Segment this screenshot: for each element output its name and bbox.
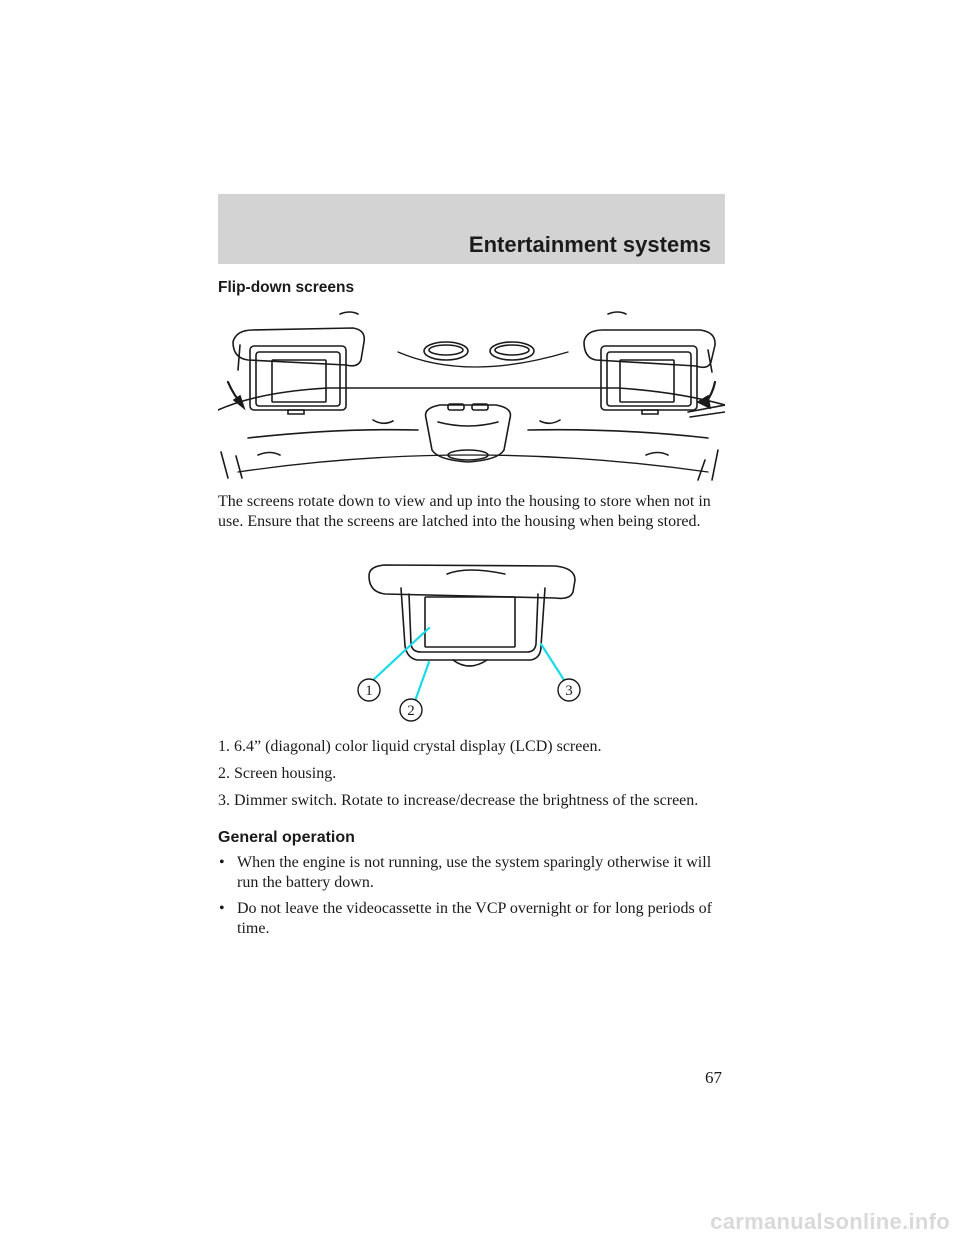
screen-components-illustration	[355, 560, 585, 725]
page-number: 67	[705, 1068, 722, 1087]
bullet-text: When the engine is not running, use the system sparingly otherwise it will run the battery down.	[237, 854, 712, 891]
legend-item-1: 1. 6.4” (diagonal) color liquid crystal display (LCD) screen.	[218, 738, 602, 755]
flip-down-screens-illustration	[218, 300, 725, 485]
watermark: carmanualsonline.info	[710, 1209, 950, 1234]
callout-1: 1	[365, 683, 373, 699]
bullet-icon: •	[219, 854, 225, 871]
bullet-item-1	[218, 853, 723, 893]
page-header-title: Entertainment systems	[468, 232, 711, 257]
section-title: Flip-down screens	[218, 279, 355, 296]
header-band	[218, 194, 725, 264]
callout-2: 2	[407, 703, 415, 719]
legend-item-3: 3. Dimmer switch. Rotate to increase/decrease the brightness of the screen.	[218, 792, 699, 809]
bullet-text: Do not leave the videocassette in the VCP overnight or for long periods of time.	[237, 900, 713, 937]
bullet-item-2	[218, 899, 723, 939]
legend-item-2: 2. Screen housing.	[218, 765, 337, 782]
callout-3: 3	[565, 683, 573, 699]
intro-paragraph: The screens rotate down to view and up into the housing to store when not in use. Ensure that the screens are latched into the housing when being stored.	[218, 493, 711, 530]
subsection-title: General operation	[218, 829, 355, 846]
bullet-icon: •	[219, 900, 225, 917]
